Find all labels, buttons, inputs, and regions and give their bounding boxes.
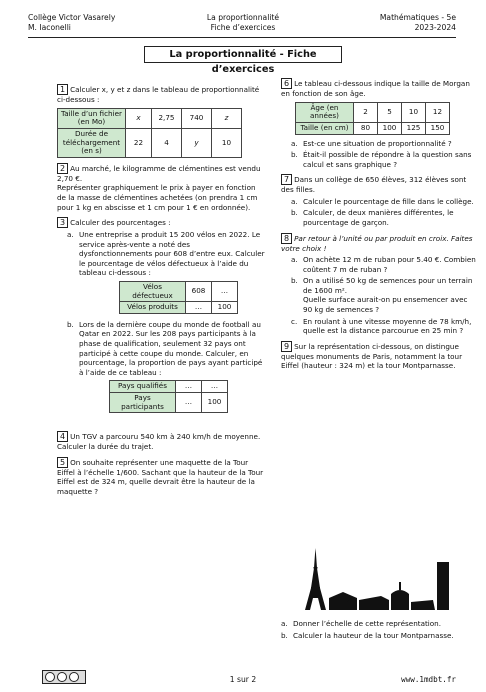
table-cell: 22 [126,128,152,157]
table-cell: z [212,108,242,128]
chapter-title: La proportionnalité [206,13,280,22]
item-label: a. [67,230,74,240]
table-cell: 12 [426,102,450,122]
exercise-number: 6 [281,78,292,89]
table-cell: Âge (en années) [296,102,354,122]
proportion-table [57,108,242,158]
exercise-4 [57,431,265,452]
exercise-9-questions [281,617,478,642]
website-link[interactable]: www.1mdbt.fr [401,675,456,684]
table-cell: 2,75 [152,108,182,128]
table-cell: Pays qualifiés [110,381,176,393]
table-cell: … [176,393,202,413]
item-label: c. [291,316,298,326]
table-cell: Vélos défectueux [120,281,186,301]
item-label: b. [291,276,298,286]
item-label: b. [291,150,298,160]
exercise-6 [281,78,478,169]
exercise-text: Sur la représentation ci-dessous, on distingue quelques monuments de Paris, notamment la tour Eiffel (hauteur : 324 m) et la tour Montparnasse. [281,341,463,371]
item-text: Est-ce une situation de proportionnalité ? [303,138,452,148]
item-label: a. [281,619,288,628]
table-cell: … [186,302,212,314]
exercise-text: Un TGV a parcouru 540 km à 240 km/h de moyenne. [70,432,261,442]
table-cell: 80 [354,122,378,134]
school-year: 2023-2024 [414,23,456,33]
exercise-text: Dans un collège de 650 élèves, 312 élèves sont des filles. [281,175,467,195]
table-cell: Pays participants [110,393,176,413]
percentage-table [119,281,238,314]
table-cell: 4 [152,128,182,157]
page-title: La proportionnalité - Fiche d’exercices [144,46,342,63]
exercise-text: Le tableau ci-dessous indique la taille de Morgan en fonction de son âge. [281,79,470,98]
subject-level: Mathématiques - 5e [379,13,456,22]
item-text: Lors de la dernière coupe du monde de football au Qatar en 2022. Sur les 208 pays participants à la phase de qualification, seulement 32 pays ont participé à cette coupe du monde. Calculer, en pourcentage, la proportion de pays ayant participé à l’aide de ce tableau : [79,319,263,377]
exercise-text: Par retour à l’unité ou par produit en croix. Faites votre choix ! [281,233,473,253]
page-number: 1 sur 2 [229,675,257,684]
exercise-number: 1 [57,84,68,95]
table-cell: 100 [378,122,402,134]
table-cell: 10 [212,128,242,157]
table-cell: 150 [426,122,450,134]
item-label: b. [67,319,74,329]
exercise-number: 7 [281,174,292,185]
exercise-text: Représenter graphiquement le prix à payer en fonction de la masse de clémentines achetées (on prendra 1 cm pour 1 kg en abscisse et 1 cm pour 1 € en ordonnée). [57,183,258,212]
exercise-number: 2 [57,163,68,174]
header-right [380,13,456,34]
exercise-3 [57,217,265,417]
exercise-text: Calculer des pourcentages : [70,218,171,228]
exercise-text: On souhaite représenter une maquette de la Tour Eiffel à l’échelle 1/600. Sachant que la hauteur de la Tour Eiffel est de 324 m, quelle devrait être la hauteur de la maquette ? [57,457,264,497]
table-cell: 608 [186,281,212,301]
item-text: On a utilisé 50 kg de semences pour un terrain de 1600 m². [303,276,473,295]
item-text: En roulant à une vitesse moyenne de 78 km/h, quelle est la distance parcourue en 25 min ? [303,316,472,336]
exercise-1 [57,84,265,158]
paris-skyline-image [285,548,455,610]
table-cell: Durée de téléchargement (en s) [58,128,126,157]
left-column [57,84,265,502]
exercise-number: 5 [57,457,68,468]
exercise-number: 4 [57,431,68,442]
teacher-name: M. Iaconelli [28,23,71,33]
table-cell: 125 [402,122,426,134]
percentage-table [109,380,228,413]
table-cell: … [202,381,228,393]
item-label: a. [291,255,298,265]
right-column [281,78,478,376]
exercise-7 [281,174,478,227]
exercise-number: 8 [281,233,292,244]
exercise-2 [57,163,265,212]
item-text: Était-il possible de répondre à la question sans calcul et sans graphique ? [303,150,472,169]
item-label: a. [291,138,298,148]
exercise-text: Calculer la durée du trajet. [57,442,154,452]
table-cell: 100 [202,393,228,413]
table-cell: 2 [354,102,378,122]
item-label: a. [291,196,298,206]
exercise-5 [57,457,265,497]
table-cell: 100 [212,302,238,314]
item-text: Calculer, de deux manières différentes, le pourcentage de garçon. [303,208,454,227]
table-cell: Taille (en cm) [296,122,354,134]
exercise-number: 3 [57,217,68,228]
table-cell: 740 [182,108,212,128]
table-cell: Taille d’un fichier (en Mo) [58,108,126,128]
exercise-text: Au marché, le kilogramme de clémentines est vendu 2,70 €. [57,163,261,183]
table-cell: Vélos produits [120,302,186,314]
item-text: Une entreprise a produit 15 200 vélos en 2022. Le service après-vente a noté des dysfonctionnements pour 608 d’entre eux. Calculer le pourcentage de vélos défectueux à l’aide du tableau ci-dessous : [79,230,265,278]
table-cell: x [126,108,152,128]
table-cell: … [212,281,238,301]
sheet-type: Fiche d’exercices [210,23,276,33]
table-cell: 5 [378,102,402,122]
item-label: b. [291,208,298,218]
item-label: b. [281,630,288,640]
table-cell: 10 [402,102,426,122]
exercise-8 [281,233,478,336]
item-text: On achète 12 m de ruban pour 5.40 €. Combien coûtent 7 m de ruban ? [303,255,476,274]
item-text: Calculer la hauteur de la tour Montparnasse. [293,630,454,640]
exercise-text: Calculer x, y et z dans le tableau de proportionnalité ci-dessous : [57,85,260,104]
exercise-number: 9 [281,341,292,352]
item-text: Donner l’échelle de cette représentation. [293,619,442,628]
exercise-9 [281,341,478,371]
age-height-table [295,102,450,135]
school-name: Collège Victor Vasarely [28,13,116,22]
item-text: Quelle surface aurait-on pu ensemencer avec 90 kg de semences ? [303,295,468,315]
table-cell: y [182,128,212,157]
table-cell: … [176,381,202,393]
header-divider [28,37,456,38]
item-text: Calculer le pourcentage de fille dans le collège. [303,196,474,206]
